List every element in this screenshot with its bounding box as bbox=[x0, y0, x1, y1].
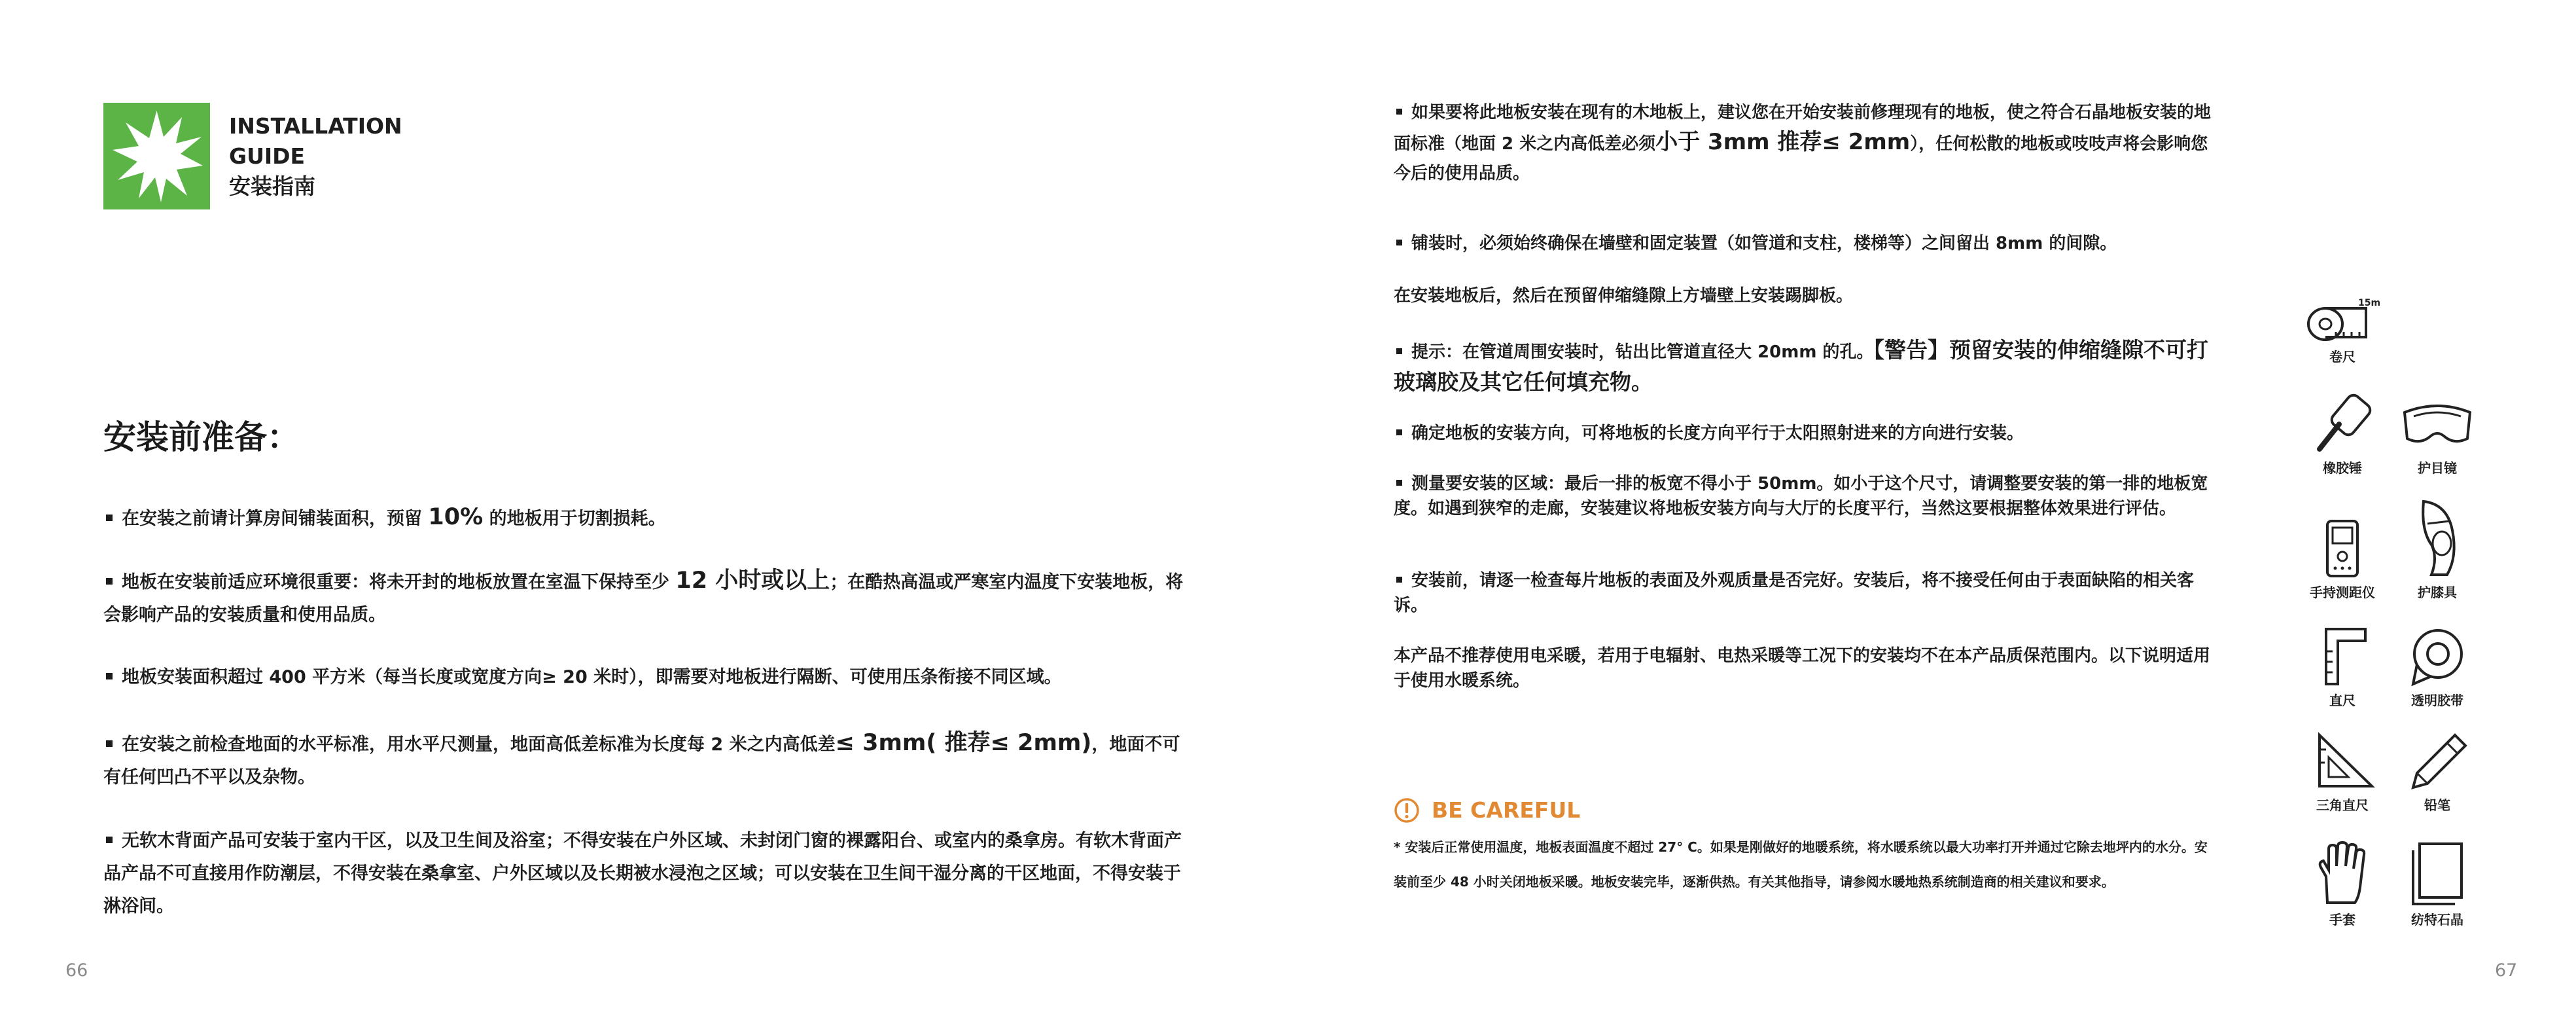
right-paragraph-5: 确定地板的安装方向，可将地板的长度方向平行于太阳照射进来的方向进行安装。 bbox=[1394, 419, 2212, 448]
be-careful-title: BE CAREFUL bbox=[1432, 797, 1581, 823]
rubber-mallet-icon bbox=[2306, 393, 2378, 455]
tool-label: 透明胶带 bbox=[2411, 693, 2463, 708]
left-paragraph-1: 在安装之前请计算房间铺装面积，预留 10% 的地板用于切割损耗。 bbox=[103, 501, 1190, 535]
right-paragraph-6: 测量要安装的区域：最后一排的板宽不得小于 50mm。如小于这个尺寸，请调整要安装的第一排的地板宽度。如遇到狭窄的走廊，安装建议将地板安装方向与大厅的长度平行，当然这要根据整体效果进行评估。 bbox=[1394, 474, 2208, 518]
right-paragraph-7: 安装前，请逐一检查每片地板的表面及外观质量是否完好。安装后，将不接受任何由于表面缺陷的相关客诉。 bbox=[1394, 571, 2195, 615]
bullet bbox=[1396, 240, 1402, 245]
tape-length-label: 15m bbox=[2358, 298, 2381, 308]
bullet bbox=[106, 673, 113, 679]
bullet bbox=[1396, 348, 1402, 354]
left-paragraph-5: 无软木背面产品可安装于室内干区，以及卫生间及浴室；不得安装在户外区域、未封闭门窗的裸露阳台、或室内的桑拿房。有软木背面产品产品不可直接用作防潮层，不得安装在桑拿室、户外区域以及长期被水浸泡之区域；可以安装在卫生间干湿分离的干区地面，不得安装于淋浴间。 bbox=[103, 831, 1182, 916]
starburst-icon bbox=[103, 103, 210, 209]
section-heading: 安装前准备： bbox=[103, 418, 300, 456]
tool-label: 护目镜 bbox=[2418, 460, 2457, 476]
square-ruler-icon bbox=[2306, 625, 2378, 687]
brand-logo bbox=[103, 103, 210, 209]
tool-label: 直尺 bbox=[2329, 693, 2355, 708]
be-careful-header bbox=[1394, 795, 1580, 825]
left-paragraph-3: 地板安装面积超过 400 平方米（每当长度或宽度方向≥ 20 米时），即需要对地板进行隔断、可使用压条衔接不同区域。 bbox=[103, 661, 1190, 694]
bullet bbox=[106, 578, 113, 585]
tool-label: 手套 bbox=[2329, 912, 2355, 928]
pencil-icon bbox=[2401, 730, 2473, 792]
bullet bbox=[106, 837, 113, 843]
tool-label: 铅笔 bbox=[2424, 797, 2450, 813]
tool-label: 护膝具 bbox=[2418, 585, 2457, 600]
page-number-left: 66 bbox=[65, 960, 88, 981]
adhesive-tape-icon bbox=[2401, 625, 2473, 687]
right-paragraph-2: 铺装时，必须始终确保在墙壁和固定装置（如管道和支柱，楼梯等）之间留出 8mm 的间隙。 bbox=[1394, 229, 2212, 259]
bullet bbox=[1396, 109, 1402, 115]
be-careful-body: * 安装后正常使用温度，地板表面温度不超过 27° C。如果是刚做好的地暖系统，将水暖系统以最大功率打开并通过它除去地坪内的水分。安装前至少 48 小时关闭地板采暖。地板安装完毕，逐渐供热。有关其他指导，请参阅水暖地热系统制造商的相关建议和要求。 bbox=[1394, 839, 2208, 890]
guide-title-line2: GUIDE bbox=[229, 143, 306, 169]
tool-adhesive-tape bbox=[2391, 625, 2483, 709]
guide-title-line1: INSTALLATION bbox=[229, 113, 402, 139]
right-paragraph-1: 如果要将此地板安装在现有的木地板上，建议您在开始安装前修理现有的地板，使之符合石晶地板安装的地面标准（地面 2 米之内高低差必须小于 3mm 推荐≤ 2mm），任何松散的地板或吱吱声将会影响您今后的使用品质。 bbox=[1394, 103, 2212, 183]
tool-label: 橡胶锤 bbox=[2323, 460, 2362, 476]
gloves-icon bbox=[2306, 841, 2378, 907]
tool-distance-meter bbox=[2297, 517, 2388, 601]
tool-flooring-board bbox=[2391, 841, 2483, 928]
tool-kneepad bbox=[2391, 497, 2483, 601]
bullet bbox=[1396, 577, 1402, 583]
right-paragraph-8: 本产品不推荐使用电采暖，若用于电辐射、电热采暖等工况下的安装均不在本产品质保范围内。以下说明适用于使用水暖系统。 bbox=[1394, 646, 2211, 691]
set-square-icon bbox=[2306, 730, 2378, 792]
tape-measure-icon bbox=[2303, 298, 2382, 344]
laser-distance-meter-icon bbox=[2306, 517, 2378, 579]
bullet bbox=[106, 515, 113, 521]
tool-label: 三角直尺 bbox=[2316, 797, 2369, 813]
right-paragraph-4: 提示：在管道周围安装时，钻出比管道直径大 20mm 的孔。【警告】预留安装的伸缩缝隙不可打玻璃胶及其它任何填充物。 bbox=[1394, 337, 2208, 395]
safety-goggles-icon bbox=[2398, 393, 2477, 455]
tool-label: 卷尺 bbox=[2329, 349, 2355, 365]
flooring-board-icon bbox=[2401, 841, 2473, 907]
tool-set-square bbox=[2297, 730, 2388, 814]
tool-tape-measure bbox=[2297, 298, 2388, 365]
tool-gloves bbox=[2297, 841, 2388, 928]
tool-mallet bbox=[2297, 393, 2388, 477]
guide-title-line3: 安装指南 bbox=[229, 173, 315, 199]
tool-label: 手持测距仪 bbox=[2310, 585, 2375, 600]
bullet bbox=[1396, 480, 1402, 486]
tool-goggles bbox=[2391, 393, 2483, 477]
bullet bbox=[1396, 429, 1402, 435]
left-paragraph-2: 地板在安装前适应环境很重要：将未开封的地板放置在室温下保持至少 12 小时或以上；在酷热高温或严寒室内温度下安装地板，将会影响产品的安装质量和使用品质。 bbox=[103, 568, 1184, 625]
warning-icon bbox=[1394, 797, 1420, 823]
guide-title bbox=[229, 111, 402, 202]
page-number-right: 67 bbox=[2495, 960, 2518, 981]
knee-pad-icon bbox=[2401, 497, 2473, 579]
tool-ruler bbox=[2297, 625, 2388, 709]
tool-pencil bbox=[2391, 730, 2483, 814]
left-paragraph-4: 在安装之前检查地面的水平标准，用水平尺测量，地面高低差标准为长度每 2 米之内高低差≤ 3mm( 推荐≤ 2mm)，地面不可有任何凹凸不平以及杂物。 bbox=[103, 730, 1180, 787]
bullet bbox=[106, 740, 113, 747]
tool-label: 纺特石晶 bbox=[2411, 912, 2463, 928]
right-paragraph-3: 在安装地板后，然后在预留伸缩缝隙上方墙壁上安装踢脚板。 bbox=[1394, 286, 1854, 306]
